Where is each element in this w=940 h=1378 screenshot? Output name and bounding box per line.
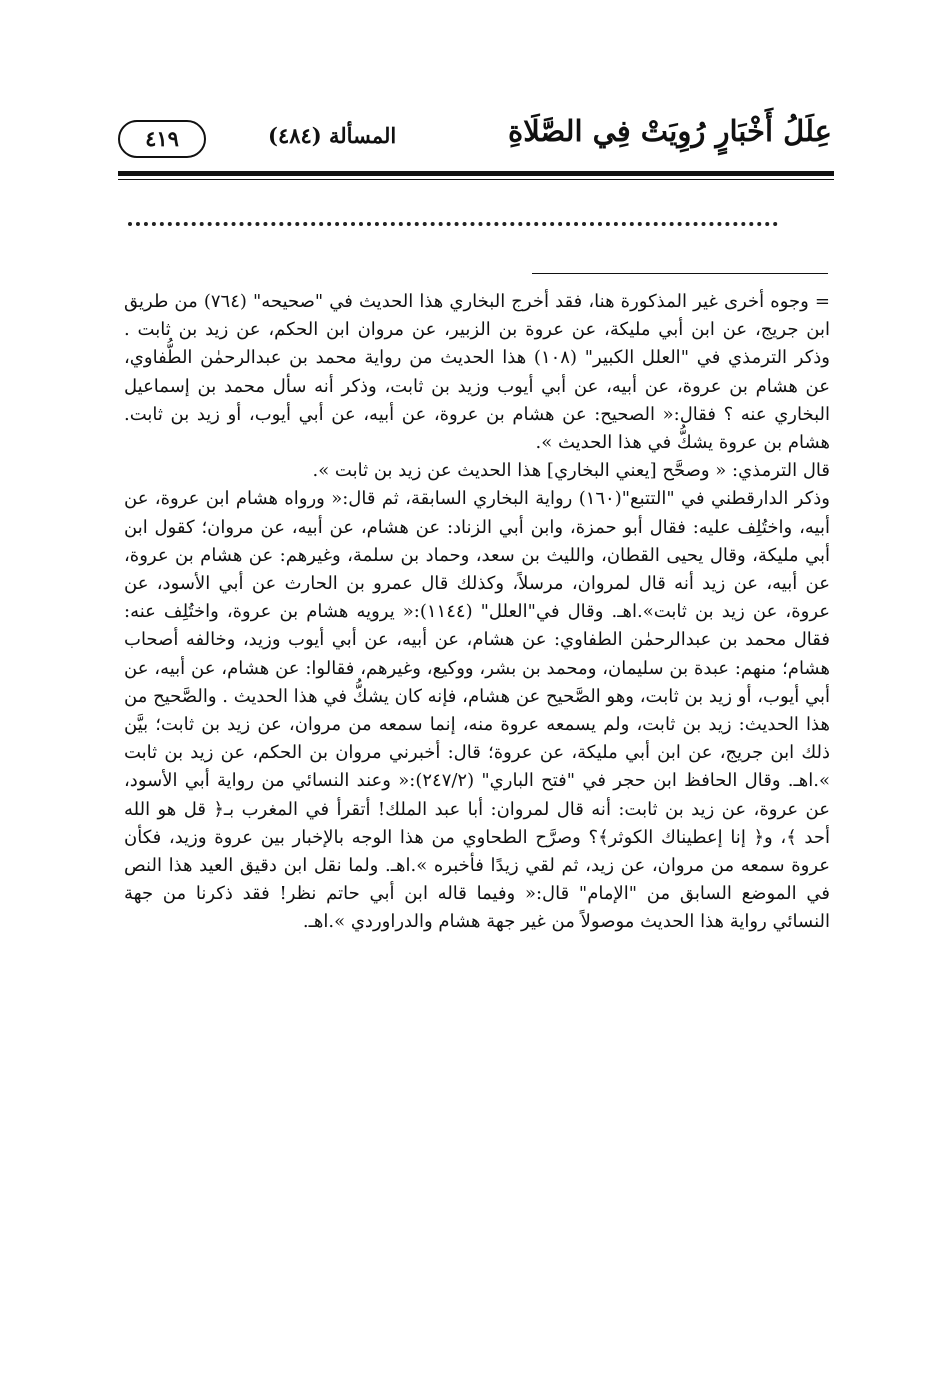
header-rule-thick bbox=[118, 171, 834, 176]
issue-number: المسألة (٤٨٤) bbox=[268, 123, 397, 148]
paragraph: وذكر الدارقطني في "التتبع"(١٦٠) رواية البخاري السابقة، ثم قال:« ورواه هشام ابن عروة، عن أبيه، واختُلِف عليه: فقال أبو حمزة، وابن أبي الزناد: عن هشام، عن أبيه، عن مروان؛ كقول ابن أبي مليكة، وقال يحيى القطان، والليث بن سعد، وحماد بن سلمة، وغيرهم: عن هشام بن عروة، عن أبيه، عن زيد أنه قال لمروان، مرسلاً، وكذلك قال عمرو بن الحارث عن أبي الأسود، عن عروة، عن زيد بن ثابت».اهـ. وقال في"العلل" (١١٤٤):« يرويه هشام بن عروة، واختُلِف عنه: فقال محمد بن عبدالرحمٰن الطفاوي: عن هشام، عن أبيه، عن أبي أيوب وزيد، وخالفه أصحاب هشام؛ منهم: عبدة بن سليمان، ومحمد بن بشر، ووكيع، وغيرهم، فقالوا: عن هشام، عن أبيه، عن أبي أيوب، أو زيد بن ثابت، وهو الصَّحيح عن هشام، فإنه كان يشكُّ في هذا الحديث . والصَّحيح من هذا الحديث: زيد بن ثابت، ولم يسمعه عروة منه، إنما سمعه من مروان، عن زيد بن ثابت؛ بيَّن ذلك ابن جريج، عن ابن أبي مليكة، عن عروة؛ قال: أخبرني مروان بن الحكم، عن زيد بن ثابت ».اهـ. وقال الحافظ ابن حجر في "فتح الباري" (٢٤٧/٢):« وعند النسائي من رواية أبي الأسود، عن عروة، عن زيد بن ثابت: أنه قال لمروان: أبا عبد الملك! أتقرأ في المغرب بـ﴿ قل هو الله أحد ﴾، و﴿ إنا إعطيناك الكوثر﴾؟ وصرَّح الطحاوي من هذا الوجه بالإخبار بين عروة وزيد، فكأن عروة سمعه من مروان، عن زيد، ثم لقي زيدًا فأخبره ».اهـ. ولما نقل ابن دقيق العيد هذا النص في الموضع السابق من "الإمام" قال:« وفيما قاله ابن أبي حاتم نظر! فقد ذكرنا من جهة النسائي رواية هذا الحديث موصولاً من غير جهة هشام والدراوردي ».اهـ. bbox=[124, 488, 831, 933]
paragraph: قال الترمذي: « وصحَّح [يعني البخاري] هذا الحديث عن زيد بن ثابت ». bbox=[312, 460, 830, 482]
header-rule-thin bbox=[118, 179, 834, 180]
dotted-separator bbox=[128, 222, 778, 226]
book-title: عِلَلُ أَخْبَارٍ رُوِيَتْ فِي الصَّلَاةِ bbox=[508, 114, 832, 148]
page-number: ٤١٩ bbox=[118, 120, 206, 158]
running-header bbox=[118, 100, 832, 166]
footnote-text bbox=[124, 288, 830, 937]
footnote-rule bbox=[532, 273, 828, 274]
paragraph: = وجوه أخرى غير المذكورة هنا، فقد أخرج البخاري هذا الحديث في "صحيحه" (٧٦٤) من طريق ابن جريج، عن ابن أبي مليكة، عن عروة بن الزبير، عن مروان ابن الحكم، عن زيد بن ثابت . وذكر الترمذي في "العلل الكبير" (١٠٨) هذا الحديث من رواية محمد بن عبدالرحمٰن الطُّفاوي، عن هشام بن عروة، عن أبيه، عن أبي أيوب وزيد بن ثابت، وذكر أنه سأل محمد بن إسماعيل البخاري عنه ؟ فقال:« الصحيح: عن هشام بن عروة، عن أبيه، عن أبي أيوب، أو زيد بن ثابت. هشام بن عروة يشكُّ في هذا الحديث ». bbox=[124, 291, 830, 454]
